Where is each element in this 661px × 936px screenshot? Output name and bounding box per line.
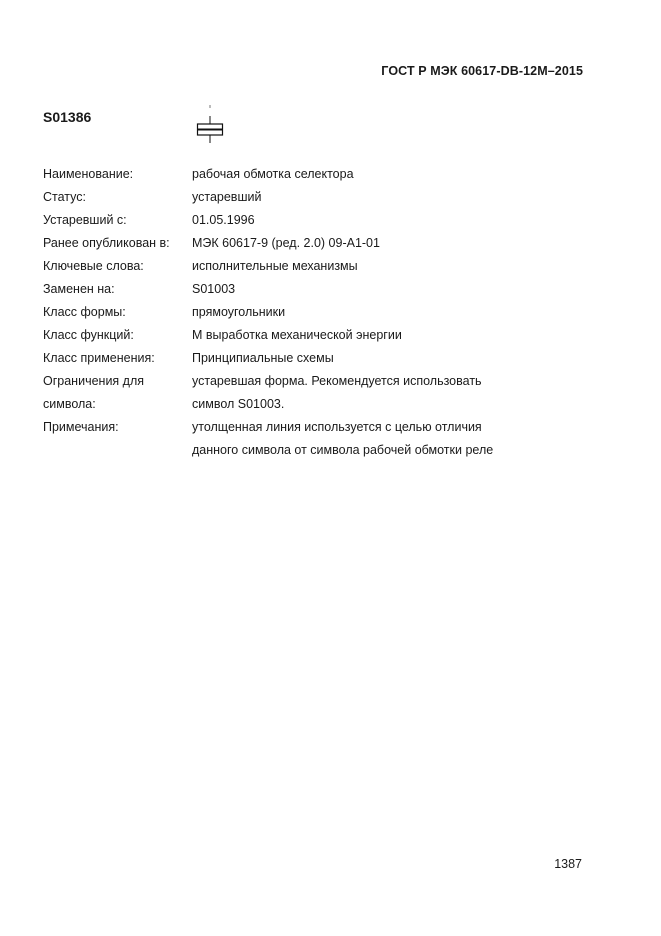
property-row	[43, 277, 603, 300]
property-label	[43, 438, 192, 461]
page-number: 1387	[554, 857, 582, 871]
property-value: рабочая обмотка селектора	[192, 166, 354, 181]
property-label: Устаревший с:	[43, 212, 127, 227]
property-value: Принципиальные схемы	[192, 350, 334, 365]
property-label: Ограничения для	[43, 373, 145, 388]
property-row	[43, 369, 603, 392]
property-label: Класс применения:	[43, 350, 155, 365]
property-label: Класс формы:	[43, 304, 126, 319]
property-row	[43, 254, 603, 277]
property-row	[43, 162, 603, 185]
property-value: данного символа от символа рабочей обмотки реле	[192, 442, 494, 457]
property-value: символ S01003.	[192, 396, 285, 411]
property-row	[43, 438, 603, 461]
selector-coil-symbol-icon	[190, 104, 230, 154]
property-value: 01.05.1996	[192, 212, 255, 227]
property-row	[43, 300, 603, 323]
property-value: устаревшая форма. Рекомендуется использовать	[192, 373, 482, 388]
property-label: Статус:	[43, 189, 86, 204]
property-value: прямоугольники	[192, 304, 286, 319]
property-row	[43, 415, 603, 438]
property-row	[43, 231, 603, 254]
symbol-code: S01386	[43, 109, 92, 125]
property-value: МЭК 60617-9 (ред. 2.0) 09-A1-01	[192, 235, 380, 250]
symbol-properties-table	[43, 162, 603, 461]
property-label: Ключевые слова:	[43, 258, 144, 273]
property-value: исполнительные механизмы	[192, 258, 358, 273]
property-label: символа:	[43, 396, 96, 411]
standard-header: ГОСТ Р МЭК 60617-DB-12M–2015	[381, 64, 583, 78]
property-label: Ранее опубликован в:	[43, 235, 170, 250]
property-row	[43, 323, 603, 346]
property-value: M выработка механической энергии	[192, 327, 402, 342]
property-label: Наименование:	[43, 166, 134, 181]
property-row	[43, 392, 603, 415]
property-value: утолщенная линия используется с целью отличия	[192, 419, 482, 434]
property-value: S01003	[192, 281, 236, 296]
property-row	[43, 208, 603, 231]
property-label: Заменен на:	[43, 281, 115, 296]
property-label: Примечания:	[43, 419, 119, 434]
property-row	[43, 185, 603, 208]
property-value: устаревший	[192, 189, 262, 204]
property-label: Класс функций:	[43, 327, 134, 342]
property-row	[43, 346, 603, 369]
